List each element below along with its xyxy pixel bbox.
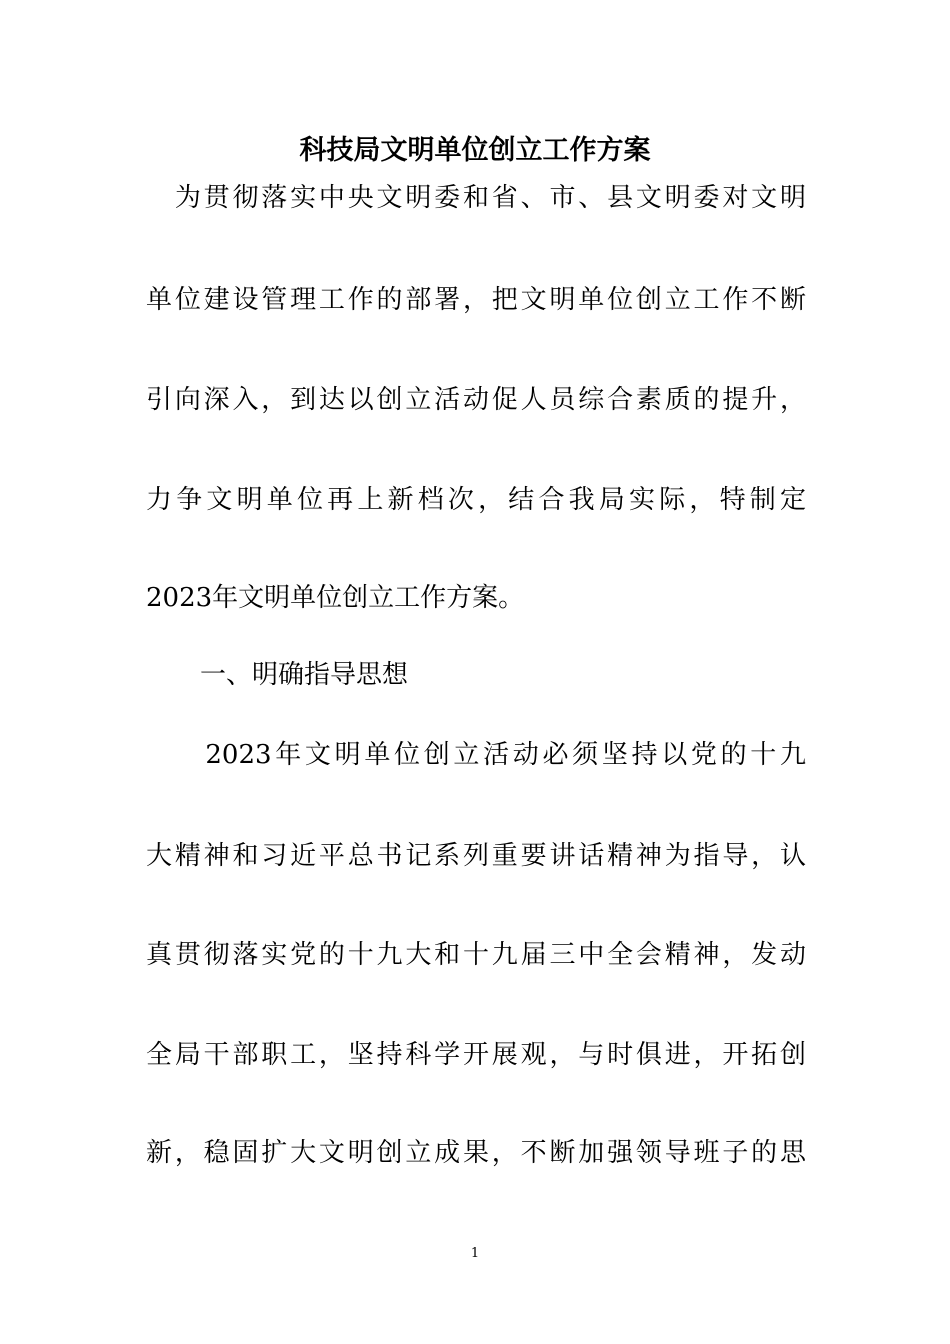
paragraph-line: 单位建设管理工作的部署，把文明单位创立工作不断 — [146, 285, 806, 315]
paragraph-line: 力争文明单位再上新档次，结合我局实际，特制定 — [146, 485, 806, 515]
paragraph-line: 大精神和习近平总书记系列重要讲话精神为指导，认 — [146, 841, 806, 871]
page-number: 1 — [470, 1246, 480, 1261]
document-title: 科技局文明单位创立工作方案 — [299, 135, 651, 166]
paragraph-line: 2023年文明单位创立工作方案。 — [146, 583, 525, 613]
paragraph-line: 真贯彻落实党的十九大和十九届三中全会精神，发动 — [146, 940, 806, 970]
section-heading: 一、明确指导思想 — [200, 660, 409, 690]
paragraph-line: 新，稳固扩大文明创立成果，不断加强领导班子的思 — [146, 1138, 806, 1168]
paragraph-line: 2023年文明单位创立活动必须坚持以党的十九 — [146, 740, 806, 770]
paragraph-line: 全局干部职工，坚持科学开展观，与时俱进，开拓创 — [146, 1040, 806, 1070]
paragraph-line: 引向深入，到达以创立活动促人员综合素质的提升， — [146, 385, 806, 415]
paragraph-line: 为贯彻落实中央文明委和省、市、县文明委对文明 — [146, 183, 806, 213]
